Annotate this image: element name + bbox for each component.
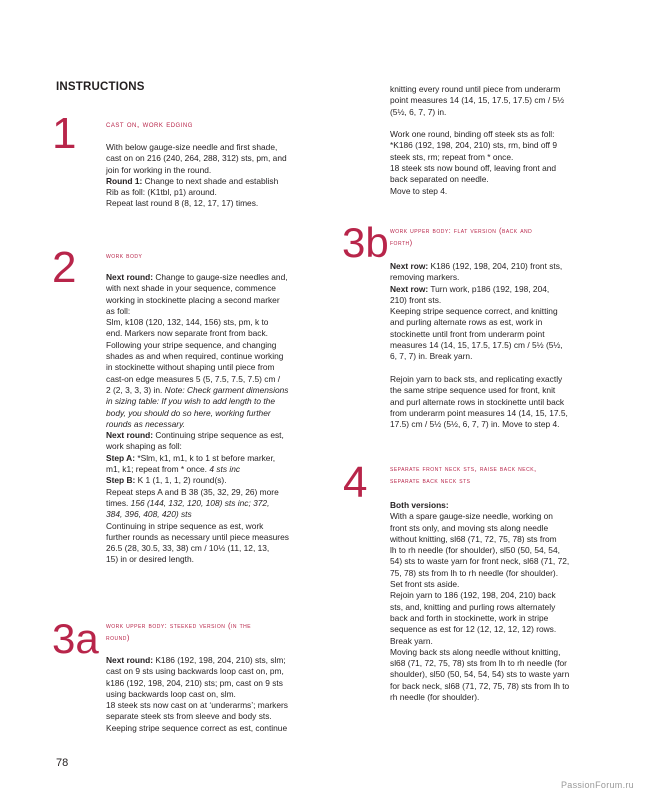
step-3a-body xyxy=(106,655,321,734)
step-number-3b: 3b xyxy=(342,219,389,266)
text-line: cast-on edge measures 5 (5, 7.5, 7.5, 7.5) cm / xyxy=(106,373,281,384)
title-line: separate back neck sts xyxy=(390,476,471,485)
text-line: as foll: xyxy=(106,305,131,316)
watermark: PassionForum.ru xyxy=(560,780,634,790)
step-3b-title xyxy=(390,225,590,249)
label: Step A: xyxy=(106,452,136,463)
text-line: body, you should do so here, working further xyxy=(106,407,271,418)
step-4-title xyxy=(390,463,610,487)
title-line: round) xyxy=(106,633,130,642)
text-line: Move to step 4. xyxy=(390,185,448,196)
text-line xyxy=(106,272,321,283)
text-line: 26.5 (28, 30.5, 33, 38) cm / 10½ (11, 12, 13, xyxy=(106,543,270,554)
text-line: steek sts, rm; repeat from * once. xyxy=(390,151,514,162)
text-line: Set front sts aside. xyxy=(390,579,460,590)
text-line: from underarm point measures 14 (14, 15, 17.5, xyxy=(390,407,568,418)
text-line: sequence as est for 12 (12, 12, 12, 12) rows. xyxy=(390,624,557,635)
text-line: 18 steek sts now bound off, leaving front and xyxy=(390,163,557,174)
step-1-title: cast on, work edging xyxy=(106,119,193,129)
text-line: Rejoin yarn to 186 (192, 198, 204, 210) back xyxy=(390,590,556,601)
text-line: k186 (192, 198, 204, 210) sts; pm, cast on 9 sts xyxy=(106,677,283,688)
text-line: and purl alternate rows in stockinette until back xyxy=(390,396,565,407)
round-text: Change to next shade and establish xyxy=(142,175,279,186)
text-line xyxy=(106,655,321,666)
text: Turn work, p186 (192, 198, 204, xyxy=(428,283,550,294)
text-line: sts, and, knitting and purling rows alternately xyxy=(390,601,556,612)
text-line: Keeping stripe sequence correct, and knitting xyxy=(390,306,558,317)
title-line: separate front neck sts, raise back neck, xyxy=(390,464,537,473)
step-number-2: 2 xyxy=(52,243,77,292)
text-line: *K186 (192, 198, 204, 210) sts, rm, bind off 9 xyxy=(390,140,557,151)
text-line: With a spare gauge-size needle, working on xyxy=(390,511,553,522)
text-line: back separated on needle. xyxy=(390,174,489,185)
text-line xyxy=(106,498,321,509)
text-line: measures 14 (14, 15, 17.5, 17.5) cm / 5½ (5½, xyxy=(390,340,563,351)
text: times. xyxy=(106,497,131,508)
text: Continuing stripe sequence as est, xyxy=(153,430,284,441)
text-line: 17.5) cm / 5½ (5½, 6, 7, 7) in. Move to step 4. xyxy=(390,419,560,430)
text-line: (5½, 6, 7, 7) in. xyxy=(390,106,447,117)
text-line: using backwards loop cast on, slm. xyxy=(106,688,236,699)
page-heading: INSTRUCTIONS xyxy=(56,81,145,93)
label: Next round: xyxy=(106,430,153,441)
step-3a-continued xyxy=(390,84,610,197)
text-line xyxy=(106,453,321,464)
text-line: Both versions: xyxy=(390,500,449,510)
text-line xyxy=(390,284,615,295)
text-line: Slm, k108 (120, 132, 144, 156) sts, pm, k to xyxy=(106,317,269,328)
note: Note: Check garment dimensions xyxy=(164,384,289,395)
text: Change to gauge-size needles and, xyxy=(153,272,288,282)
text-line: cast on on 216 (240, 264, 288, 312) sts, pm, and xyxy=(106,153,287,164)
title-line: work upper body: steeked version (in the xyxy=(106,621,252,630)
text: K186 (192, 198, 204, 210) sts, slm; xyxy=(153,655,286,665)
text-line: shoulder), sl50 (50, 54, 54, 54) sts to waste yarn xyxy=(390,669,570,680)
step-2-body xyxy=(106,272,321,566)
label: Next round: xyxy=(106,655,153,665)
label: Next row: xyxy=(390,261,429,271)
text-line: lh to rh needle (for shoulder), sl50 (50, 54, 54, xyxy=(390,545,560,556)
text: *Slm, k1, m1, k to 1 st before marker, xyxy=(135,452,276,463)
step-4-body xyxy=(390,500,615,703)
text-line: join for working in the round. xyxy=(106,164,212,175)
step-3b-body xyxy=(390,261,615,430)
text-line: Work one round, binding off steek sts as foll: xyxy=(390,129,555,140)
text-line: 15) in or desired length. xyxy=(106,554,194,565)
text-line: further rounds as necessary until piece measures xyxy=(106,531,289,542)
text-line: with next shade in your sequence, commence xyxy=(106,283,276,294)
step-number-3a: 3a xyxy=(52,615,99,662)
text-line xyxy=(106,385,321,396)
text-line: for back neck, sl68 (71, 72, 75, 78) sts from lh to xyxy=(390,680,570,691)
text-line: stockinette until front from underarm point xyxy=(390,328,545,339)
text-line: cast on 9 sts using backwards loop cast on, pm, xyxy=(106,666,284,677)
text-line: front sts only, and moving sts along needle xyxy=(390,522,549,533)
text-line: Rib as foll: (K1tbl, p1) around. xyxy=(106,187,217,198)
round-label: Round 1: xyxy=(106,175,143,186)
text-line: Continuing in stripe sequence as est, work xyxy=(106,520,264,531)
label: Step B: xyxy=(106,475,136,486)
text-line: Moving back sts along needle without knitting, xyxy=(390,646,561,657)
text-line: Repeat steps A and B 38 (35, 32, 29, 26) more xyxy=(106,486,279,497)
note: 156 (144, 132, 120, 108) sts inc; 372, xyxy=(130,497,270,508)
step-2-title: work body xyxy=(106,251,143,260)
text-line xyxy=(106,464,321,475)
text: K186 (192, 198, 204, 210) front sts, xyxy=(428,261,563,271)
text-line: the same stripe sequence used for front, knit xyxy=(390,385,556,396)
text-line: sl68 (71, 72, 75, 78) sts from lh to rh needle (for xyxy=(390,658,567,669)
text-line: separate steek sts from sleeve and body sts. xyxy=(106,711,272,722)
text-line: shades as and when required, continue working xyxy=(106,351,284,362)
text-line: without knitting, sl68 (71, 72, 75, 78) sts from xyxy=(390,533,557,544)
text-line: in sizing table: If you wish to add length to the xyxy=(106,396,276,407)
text-line: work shaping as foll: xyxy=(106,441,182,452)
step-1-body xyxy=(106,142,316,210)
text-line: back and forth in stockinette, work in stripe xyxy=(390,612,549,623)
note: 4 sts inc xyxy=(209,464,241,475)
text-line: removing markers. xyxy=(390,272,460,283)
title-line: work upper body: flat version (back and xyxy=(390,226,533,235)
text: m1, k1; repeat from * once. xyxy=(106,464,210,475)
text-line: rounds as necessary. xyxy=(106,418,185,429)
text-line: Break yarn. xyxy=(390,635,433,646)
text-line: end. Markers now separate front from back. xyxy=(106,328,268,339)
text-line: 75, 78) sts from lh to rh needle (for shoulder). xyxy=(390,567,559,578)
text-line: and purling alternate rows as est, work in xyxy=(390,317,543,328)
text: K 1 (1, 1, 1, 2) round(s). xyxy=(135,475,227,486)
text-line: rh needle (for shoulder). xyxy=(390,692,480,703)
text-line: working in stockinette placing a second marker xyxy=(106,294,280,305)
text-line: Following your stripe sequence, and changing xyxy=(106,339,277,350)
text-line: in stockinette without shaping until piece from xyxy=(106,362,275,373)
text-line: knitting every round until piece from underarm xyxy=(390,84,561,94)
text-line xyxy=(106,475,321,486)
text-line: With below gauge-size needle and first shade, xyxy=(106,142,278,152)
text: 2 (2, 3, 3, 3) in. xyxy=(106,384,165,395)
text-line: 210) front sts. xyxy=(390,294,442,305)
step-3a-title xyxy=(106,620,316,644)
text-line xyxy=(106,430,321,441)
text-line: 18 steek sts now cast on at ‘underarms’; markers xyxy=(106,700,288,711)
text-line: point measures 14 (14, 15, 17.5, 17.5) cm / 5½ xyxy=(390,95,565,106)
text-line: 6, 7, 7) in. Break yarn. xyxy=(390,351,473,362)
step-number-4: 4 xyxy=(343,458,368,507)
text-line: 384, 396, 408, 420) sts xyxy=(106,509,192,520)
text-line: Repeat last round 8 (8, 12, 17, 17) times. xyxy=(106,198,259,209)
label: Next round: xyxy=(106,272,153,282)
label: Next row: xyxy=(390,283,429,294)
title-line: forth) xyxy=(390,238,413,247)
page-number: 78 xyxy=(56,757,69,769)
text-line: Rejoin yarn to back sts, and replicating exactly xyxy=(390,373,563,384)
text-line xyxy=(390,261,615,272)
text-line: 54) sts to waste yarn for front neck, sl68 (71, 72, xyxy=(390,556,570,567)
text-line: Keeping stripe sequence correct as est, continue xyxy=(106,722,288,733)
step-number-1: 1 xyxy=(52,109,77,158)
text-line xyxy=(106,176,316,187)
